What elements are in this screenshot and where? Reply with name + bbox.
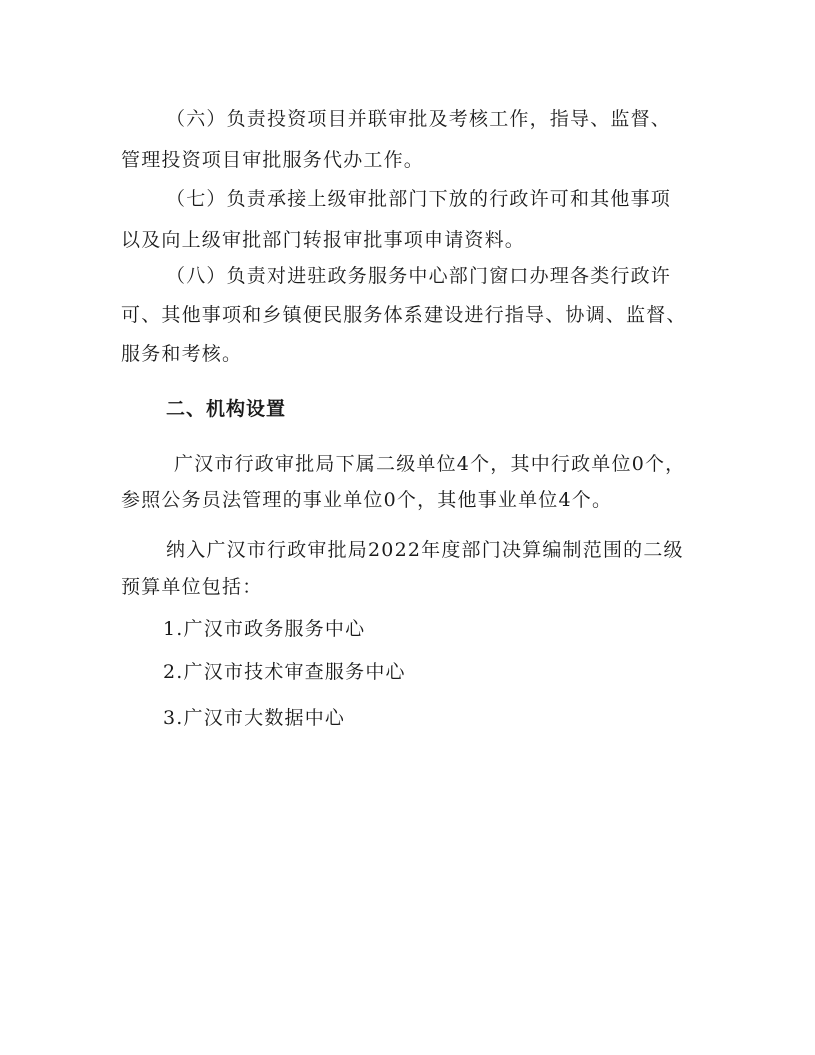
item8-line1: （八）负责对进驻政务服务中心部门窗口办理各类行政许	[166, 265, 672, 287]
item8-line3: 服务和考核。	[121, 343, 243, 365]
item7-line1: （七）负责承接上级审批部门下放的行政许可和其他事项	[166, 188, 672, 210]
unit-item-1: 1.广汉市政务服务中心	[163, 618, 366, 640]
unit-item-2: 2.广汉市技术审查服务中心	[163, 661, 406, 683]
section-heading: 二、机构设置	[166, 398, 287, 420]
item6-line2: 管理投资项目审批服务代办工作。	[121, 149, 425, 171]
para2-line1: 纳入广汉市行政审批局2022年度部门决算编制范围的二级	[166, 539, 684, 561]
item8-line2: 可、其他事项和乡镇便民服务体系建设进行指导、协调、监督、	[121, 304, 687, 326]
para1-line2: 参照公务员法管理的事业单位0个，其他事业单位4个。	[121, 489, 613, 511]
para2-line2: 预算单位包括：	[121, 576, 263, 598]
item6-line1: （六）负责投资项目并联审批及考核工作，指导、监督、	[166, 108, 672, 130]
unit-item-3: 3.广汉市大数据中心	[163, 707, 346, 729]
item7-line2: 以及向上级审批部门转报审批事项申请资料。	[121, 229, 526, 251]
para1-line1: 广汉市行政审批局下属二级单位4个，其中行政单位0个，	[174, 453, 686, 475]
